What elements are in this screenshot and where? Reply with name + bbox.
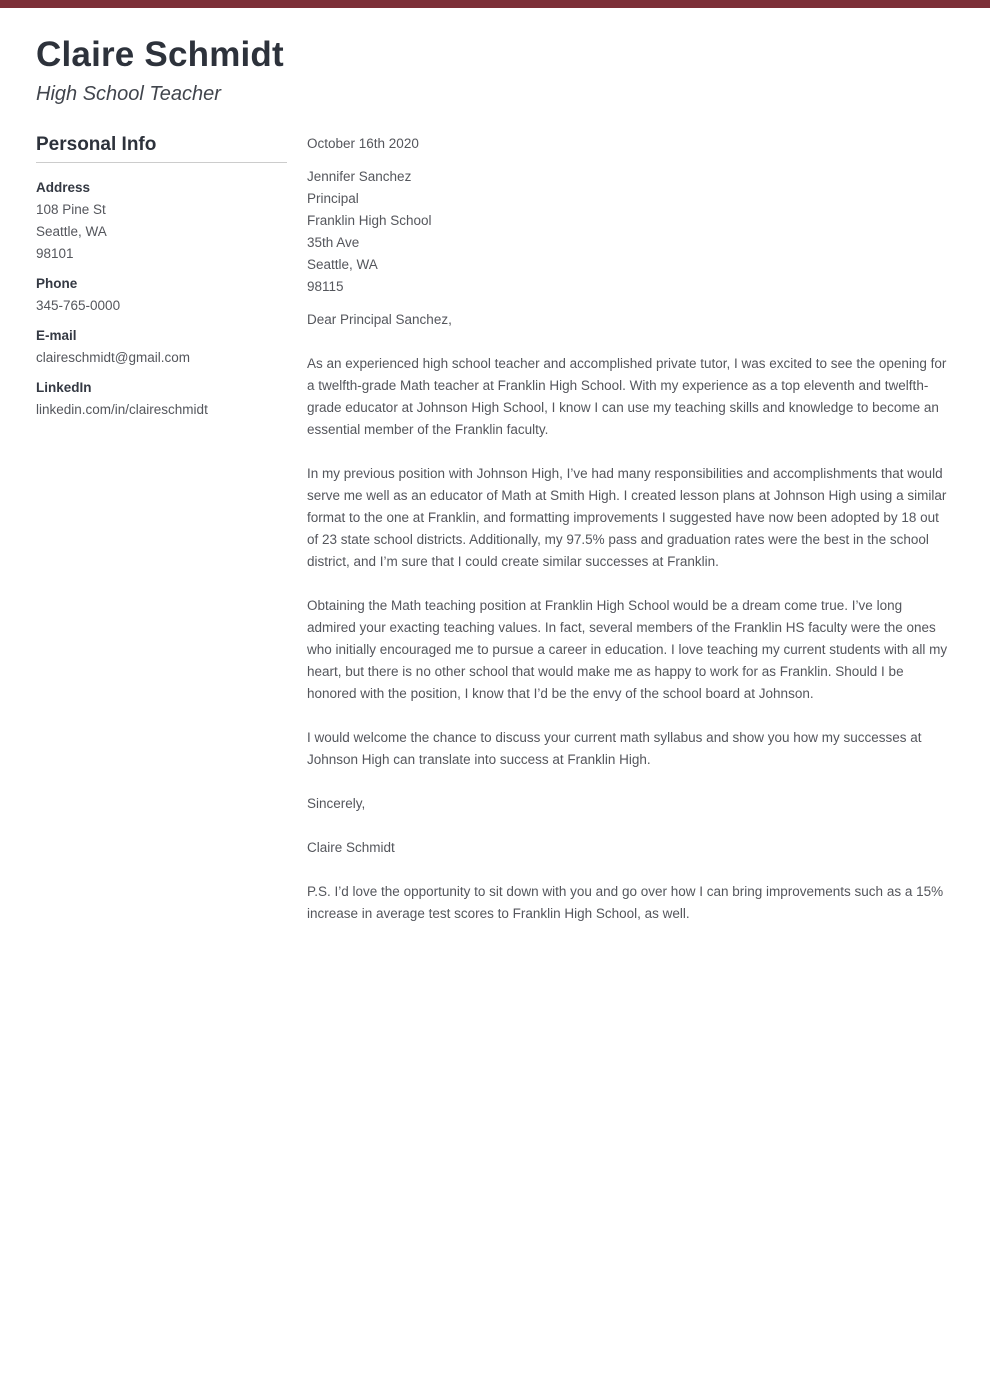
address-group xyxy=(36,177,287,265)
applicant-name: Claire Schmidt xyxy=(36,35,284,74)
letter-paragraph-1: As an experienced high school teacher and accomplished private tutor, I was excited to see the opening for a twelfth-grade Math teacher at Franklin High School. With my experience as a top eleventh and twelfth-grade educator at Johnson High School, I know I can use my teaching skills and knowledge to become an essential member of the Franklin faculty. xyxy=(307,356,947,437)
phone-value: 345-765-0000 xyxy=(36,298,121,313)
recipient-zip: 98115 xyxy=(307,279,344,294)
sidebar-divider xyxy=(36,162,287,163)
address-line: Seattle, WA xyxy=(36,224,107,239)
linkedin-group xyxy=(36,377,287,421)
email-label: E-mail xyxy=(36,328,77,343)
closing: Sincerely, xyxy=(307,796,366,811)
email-value: claireschmidt@gmail.com xyxy=(36,350,190,365)
phone-group xyxy=(36,273,287,317)
recipient-title: Principal xyxy=(307,191,359,206)
document-header xyxy=(36,34,951,106)
email-group xyxy=(36,325,287,369)
letter-paragraph-2: In my previous position with Johnson High, I’ve had many responsibilities and accomplishments that would serve me well as an educator of Math at Smith High. I created lesson plans at Johnson High using a similar format to the one at Franklin, and formatting improvements I suggested have now been adopted by 18 out of 23 state school districts. Additionally, my 97.5% pass and graduation rates were the best in the school district, and I’m sure that I could create similar successes at Franklin. xyxy=(307,466,947,569)
recipient-block xyxy=(307,166,951,298)
address-line: 108 Pine St xyxy=(36,202,106,217)
letter-paragraph-4: I would welcome the chance to discuss your current math syllabus and show you how my successes at Johnson High can translate into success at Franklin High. xyxy=(307,730,922,767)
recipient-city: Seattle, WA xyxy=(307,257,378,272)
cover-letter-page xyxy=(0,34,990,925)
linkedin-label: LinkedIn xyxy=(36,380,92,395)
recipient-organization: Franklin High School xyxy=(307,213,432,228)
postscript: P.S. I’d love the opportunity to sit down with you and go over how I can bring improvements such as a 15% increase in average test scores to Franklin High School, as well. xyxy=(307,884,944,921)
address-line: 98101 xyxy=(36,246,74,261)
salutation: Dear Principal Sanchez, xyxy=(307,312,452,327)
applicant-job-title: High School Teacher xyxy=(36,83,221,105)
address-label: Address xyxy=(36,180,91,195)
linkedin-value: linkedin.com/in/claireschmidt xyxy=(36,402,208,417)
letter-date: October 16th 2020 xyxy=(307,136,419,151)
recipient-name: Jennifer Sanchez xyxy=(307,169,412,184)
letter-body xyxy=(307,133,951,925)
recipient-street: 35th Ave xyxy=(307,235,360,250)
phone-label: Phone xyxy=(36,276,78,291)
letter-paragraph-3: Obtaining the Math teaching position at Franklin High School would be a dream come true. I’ve long admired your exacting teaching values. In fact, several members of the Franklin HS faculty were the ones who initially encouraged me to pursue a career in education. I love teaching my current students with all my heart, but there is no other school that would make me as happy to work for as Franklin. Should I be honored with the position, I know that I’d be the envy of the school board at Johnson. xyxy=(307,598,948,701)
content-columns xyxy=(36,133,951,925)
signature-name: Claire Schmidt xyxy=(307,840,395,855)
sidebar-heading: Personal Info xyxy=(36,134,157,155)
personal-info-sidebar xyxy=(36,133,287,429)
top-accent-bar xyxy=(0,0,990,8)
